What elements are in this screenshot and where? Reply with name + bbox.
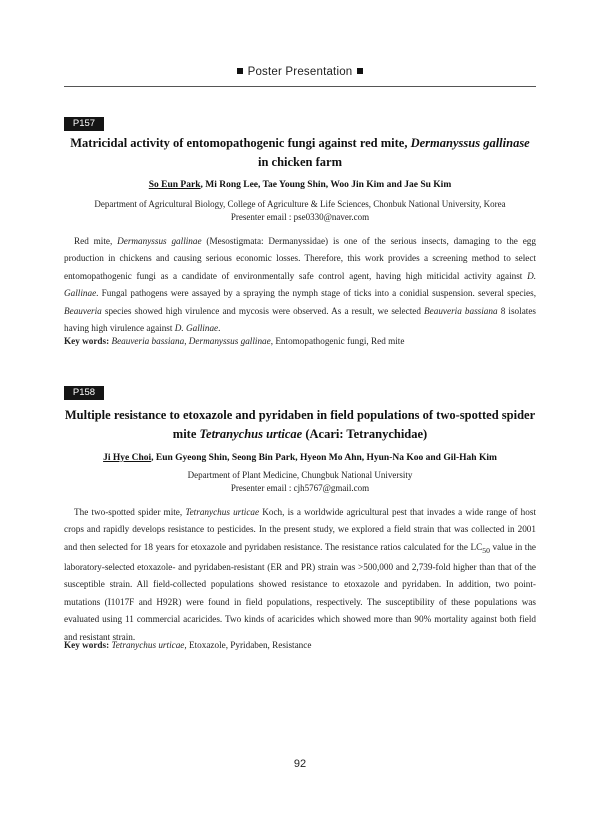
keywords-label: Key words:: [64, 336, 110, 346]
species-name: Tetranychus urticae: [111, 640, 185, 650]
abstract-paragraph: [64, 233, 536, 337]
species-name: D. Gallinae: [64, 270, 536, 299]
title-species: Dermanyssus gallinase: [410, 136, 530, 150]
title-species: Tetranychus urticae: [199, 427, 303, 441]
text-run: , Entomopathogenic fungi, Red mite: [270, 336, 405, 346]
species-name: Dermanyssus gallinae: [188, 336, 271, 346]
author-list: [64, 180, 536, 190]
presenter-email: Presenter email : pse0330@naver.com: [230, 212, 370, 222]
square-bullet-icon: [237, 68, 243, 74]
poster-id-badge: P158: [64, 386, 104, 400]
poster-id-badge: P157: [64, 117, 104, 131]
text-run: .: [218, 323, 221, 334]
species-name: Beauveria bassiana: [111, 336, 185, 346]
page-number: 92: [293, 758, 307, 770]
presenting-author: So Eun Park: [148, 180, 201, 190]
poster-title: [64, 134, 536, 172]
keywords-label: Key words:: [64, 640, 110, 650]
abstract: [64, 233, 536, 337]
presenter-email: Presenter email : cjh5767@gmail.com: [230, 483, 370, 493]
abstract: [64, 504, 536, 646]
species-name: Beauveria: [64, 305, 102, 316]
presenting-author: Ji Hye Choi: [103, 453, 152, 463]
title-text: Matricidal activity of entomopathogenic fungi against red mite,: [70, 136, 411, 150]
title-text: Multiple resistance to etoxazole and pyridaben in field populations of two-spotted spider mite: [64, 408, 536, 441]
page-header: [64, 66, 536, 78]
text-run: . Fungal pathogens were assayed by a spraying the nymph stage of ticks into a conidial suspension. several species,: [96, 288, 536, 299]
header-rule: [64, 86, 536, 87]
poster-title: [64, 406, 536, 444]
text-run: species showed high virulence and mycosis were observed. As a result, we selected: [101, 305, 425, 316]
species-name: Dermanyssus gallinae: [117, 236, 202, 246]
keywords: [64, 336, 536, 346]
header-label: Poster Presentation: [247, 66, 353, 78]
text-run: 50: [482, 545, 490, 555]
title-text: (Acari: Tetranychidae): [302, 427, 428, 441]
co-authors: , Mi Rong Lee, Tae Young Shin, Woo Jin Kim and Jae Su Kim: [200, 180, 452, 190]
text-run: value in the laboratory-selected etoxazole- and pyridaben-resistant (ER and PR) strain was >500,000 and 2,739-fold higher than that of the susceptible strain. All field-collected populations showed resistance to etoxazole and pyridaben. In addition, two point-mutations (I1017F and H92R) were found in field populations, respectively. The susceptibility of these populations was evaluated using 11 commercial acaricides. Two kinds of acaricides which showed more than 90% mortality against both field and resistant strain.: [64, 541, 536, 642]
square-bullet-icon: [357, 68, 363, 74]
affiliation: Department of Agricultural Biology, College of Agriculture & Life Sciences, Chonbuk National University, Korea: [94, 199, 506, 209]
affiliation: Department of Plant Medicine, Chungbuk National University: [187, 470, 413, 480]
keywords-list: [109, 336, 404, 346]
affiliation-block: [64, 469, 536, 495]
author-list: [64, 453, 536, 463]
text-run: ,: [184, 336, 189, 346]
species-name: D. Gallinae: [174, 323, 219, 334]
affiliation-block: [64, 198, 536, 224]
species-name: Tetranychus urticae: [185, 507, 260, 517]
co-authors: , Eun Gyeong Shin, Seong Bin Park, Hyeon Mo Ahn, Hyun-Na Koo and Gil-Hah Kim: [151, 453, 497, 463]
text-run: Koch, is a worldwide agricultural pest that invades a wide range of host crops and rapidly develops resistance to pesticides. In the present study, we explored a field strain that was collected in 2001 and then selected for 18 years for etoxazole and pyridaben resistance. The resistance ratios calculated for the LC: [64, 507, 536, 552]
text-run: , Etoxazole, Pyridaben, Resistance: [184, 640, 312, 650]
title-text: in chicken farm: [257, 155, 343, 169]
species-name: Beauveria bassiana: [424, 305, 498, 316]
abstract-paragraph: [64, 504, 536, 646]
text-run: 8 isolates having high virulence against: [64, 305, 536, 334]
keywords-list: [109, 640, 311, 650]
text-run: (Mesostigmata: Dermanyssidae) is one of the serious insects, damaging to the egg production in chickens and causing serious economic losses. Therefore, this work provides a screening method to select entomopathogenic fungi as a candidate of environmentally safe control agent, having high miticidal activity against: [64, 236, 536, 281]
keywords: [64, 640, 536, 650]
text-run: The two-spotted spider mite,: [74, 507, 186, 517]
text-run: Red mite,: [74, 236, 118, 246]
